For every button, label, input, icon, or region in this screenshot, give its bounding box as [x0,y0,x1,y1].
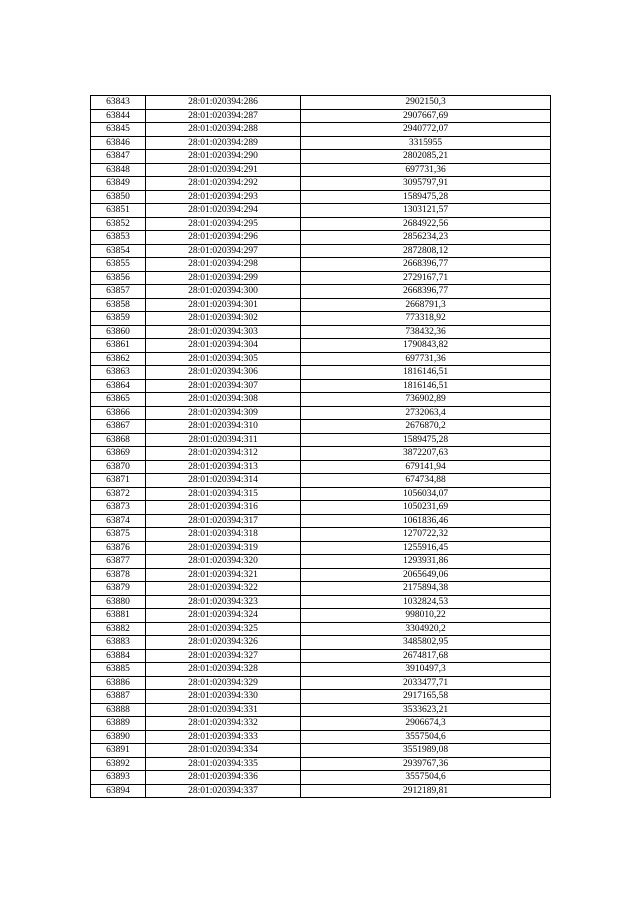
cadastral-value-cell: 1270722,32 [301,528,551,542]
table-row [91,366,551,380]
cadastral-value-cell: 3872207,63 [301,447,551,461]
cadastral-number-cell: 28:01:020394:318 [146,528,301,542]
cadastral-value-table [90,95,551,798]
table-row [91,352,551,366]
cadastral-value-cell: 697731,36 [301,352,551,366]
row-number-cell: 63845 [91,123,146,137]
cadastral-number-cell: 28:01:020394:287 [146,109,301,123]
cadastral-number-cell: 28:01:020394:312 [146,447,301,461]
row-number-cell: 63880 [91,595,146,609]
table-row [91,136,551,150]
table-row [91,501,551,515]
cadastral-number-cell: 28:01:020394:292 [146,177,301,191]
row-number-cell: 63873 [91,501,146,515]
cadastral-number-cell: 28:01:020394:286 [146,96,301,110]
cadastral-value-cell: 773318,92 [301,312,551,326]
row-number-cell: 63850 [91,190,146,204]
cadastral-value-cell: 998010,22 [301,609,551,623]
row-number-cell: 63878 [91,568,146,582]
cadastral-value-cell: 2676870,2 [301,420,551,434]
cadastral-number-cell: 28:01:020394:333 [146,730,301,744]
cadastral-value-cell: 3551989,08 [301,744,551,758]
cadastral-value-cell: 1293931,86 [301,555,551,569]
cadastral-number-cell: 28:01:020394:313 [146,460,301,474]
table-row [91,568,551,582]
row-number-cell: 63861 [91,339,146,353]
cadastral-value-cell: 1589475,28 [301,190,551,204]
table-row [91,177,551,191]
row-number-cell: 63871 [91,474,146,488]
table-row [91,447,551,461]
row-number-cell: 63865 [91,393,146,407]
cadastral-value-cell: 2939767,36 [301,757,551,771]
cadastral-number-cell: 28:01:020394:329 [146,676,301,690]
table-body [91,96,551,798]
cadastral-number-cell: 28:01:020394:303 [146,325,301,339]
cadastral-value-cell: 1589475,28 [301,433,551,447]
table-row [91,204,551,218]
row-number-cell: 63887 [91,690,146,704]
table-row [91,609,551,623]
cadastral-value-cell: 674734,88 [301,474,551,488]
cadastral-number-cell: 28:01:020394:290 [146,150,301,164]
cadastral-number-cell: 28:01:020394:323 [146,595,301,609]
table-row [91,271,551,285]
row-number-cell: 63859 [91,312,146,326]
cadastral-number-cell: 28:01:020394:315 [146,487,301,501]
cadastral-value-cell: 2856234,23 [301,231,551,245]
cadastral-number-cell: 28:01:020394:314 [146,474,301,488]
cadastral-value-cell: 2684922,56 [301,217,551,231]
cadastral-number-cell: 28:01:020394:316 [146,501,301,515]
row-number-cell: 63851 [91,204,146,218]
cadastral-number-cell: 28:01:020394:297 [146,244,301,258]
table-row [91,595,551,609]
row-number-cell: 63881 [91,609,146,623]
cadastral-number-cell: 28:01:020394:327 [146,649,301,663]
cadastral-value-cell: 1816146,51 [301,366,551,380]
cadastral-value-cell: 1790843,82 [301,339,551,353]
table-row [91,757,551,771]
table-row [91,150,551,164]
cadastral-number-cell: 28:01:020394:322 [146,582,301,596]
cadastral-number-cell: 28:01:020394:293 [146,190,301,204]
table-row [91,541,551,555]
table-row [91,217,551,231]
cadastral-number-cell: 28:01:020394:300 [146,285,301,299]
table-row [91,379,551,393]
cadastral-number-cell: 28:01:020394:336 [146,771,301,785]
cadastral-value-cell: 2668396,77 [301,285,551,299]
table-row [91,460,551,474]
table-row [91,325,551,339]
cadastral-number-cell: 28:01:020394:301 [146,298,301,312]
row-number-cell: 63894 [91,784,146,798]
cadastral-number-cell: 28:01:020394:295 [146,217,301,231]
cadastral-value-cell: 3557504,6 [301,771,551,785]
row-number-cell: 63868 [91,433,146,447]
row-number-cell: 63844 [91,109,146,123]
cadastral-number-cell: 28:01:020394:306 [146,366,301,380]
row-number-cell: 63889 [91,717,146,731]
table-row [91,231,551,245]
cadastral-value-cell: 1050231,69 [301,501,551,515]
cadastral-value-cell: 2729167,71 [301,271,551,285]
row-number-cell: 63864 [91,379,146,393]
cadastral-value-cell: 697731,36 [301,163,551,177]
table-row [91,663,551,677]
cadastral-value-cell: 3095797,91 [301,177,551,191]
row-number-cell: 63883 [91,636,146,650]
row-number-cell: 63892 [91,757,146,771]
cadastral-number-cell: 28:01:020394:294 [146,204,301,218]
cadastral-value-cell: 2668396,77 [301,258,551,272]
row-number-cell: 63858 [91,298,146,312]
table-row [91,96,551,110]
row-number-cell: 63884 [91,649,146,663]
cadastral-value-cell: 2065649,06 [301,568,551,582]
table-row [91,312,551,326]
table-row [91,190,551,204]
cadastral-value-cell: 738432,36 [301,325,551,339]
cadastral-value-cell: 2175894,38 [301,582,551,596]
row-number-cell: 63893 [91,771,146,785]
cadastral-number-cell: 28:01:020394:325 [146,622,301,636]
row-number-cell: 63875 [91,528,146,542]
table-row [91,433,551,447]
cadastral-number-cell: 28:01:020394:299 [146,271,301,285]
row-number-cell: 63843 [91,96,146,110]
row-number-cell: 63877 [91,555,146,569]
table-row [91,514,551,528]
cadastral-value-cell: 679141,94 [301,460,551,474]
table-row [91,676,551,690]
cadastral-number-cell: 28:01:020394:289 [146,136,301,150]
row-number-cell: 63867 [91,420,146,434]
row-number-cell: 63849 [91,177,146,191]
cadastral-number-cell: 28:01:020394:332 [146,717,301,731]
cadastral-value-cell: 3910497,3 [301,663,551,677]
row-number-cell: 63888 [91,703,146,717]
cadastral-value-cell: 3304920,2 [301,622,551,636]
cadastral-value-cell: 2906674,3 [301,717,551,731]
cadastral-number-cell: 28:01:020394:310 [146,420,301,434]
cadastral-value-cell: 2872808,12 [301,244,551,258]
cadastral-value-cell: 1032824,53 [301,595,551,609]
table-row [91,730,551,744]
cadastral-number-cell: 28:01:020394:288 [146,123,301,137]
table-row [91,636,551,650]
table-row [91,474,551,488]
row-number-cell: 63855 [91,258,146,272]
table-row [91,555,551,569]
row-number-cell: 63847 [91,150,146,164]
cadastral-number-cell: 28:01:020394:308 [146,393,301,407]
table-row [91,393,551,407]
table-row [91,649,551,663]
row-number-cell: 63874 [91,514,146,528]
cadastral-value-cell: 736902,89 [301,393,551,407]
cadastral-value-cell: 3315955 [301,136,551,150]
row-number-cell: 63886 [91,676,146,690]
cadastral-number-cell: 28:01:020394:319 [146,541,301,555]
cadastral-number-cell: 28:01:020394:320 [146,555,301,569]
table-row [91,420,551,434]
cadastral-number-cell: 28:01:020394:311 [146,433,301,447]
cadastral-value-cell: 1061836,46 [301,514,551,528]
cadastral-value-cell: 1303121,57 [301,204,551,218]
cadastral-number-cell: 28:01:020394:337 [146,784,301,798]
table-row [91,487,551,501]
row-number-cell: 63854 [91,244,146,258]
cadastral-value-cell: 3485802,95 [301,636,551,650]
row-number-cell: 63876 [91,541,146,555]
row-number-cell: 63857 [91,285,146,299]
row-number-cell: 63869 [91,447,146,461]
cadastral-value-cell: 1816146,51 [301,379,551,393]
table-row [91,109,551,123]
table-row [91,528,551,542]
cadastral-number-cell: 28:01:020394:302 [146,312,301,326]
cadastral-value-cell: 1255916,45 [301,541,551,555]
cadastral-value-cell: 2732063,4 [301,406,551,420]
cadastral-number-cell: 28:01:020394:331 [146,703,301,717]
row-number-cell: 63879 [91,582,146,596]
cadastral-value-cell: 1056034,07 [301,487,551,501]
table-row [91,622,551,636]
cadastral-value-cell: 2940772,07 [301,123,551,137]
table-row [91,771,551,785]
row-number-cell: 63862 [91,352,146,366]
table-row [91,163,551,177]
row-number-cell: 63863 [91,366,146,380]
cadastral-number-cell: 28:01:020394:296 [146,231,301,245]
row-number-cell: 63852 [91,217,146,231]
table-row [91,285,551,299]
cadastral-number-cell: 28:01:020394:326 [146,636,301,650]
table-row [91,703,551,717]
row-number-cell: 63891 [91,744,146,758]
table-row [91,406,551,420]
table-row [91,244,551,258]
row-number-cell: 63860 [91,325,146,339]
cadastral-value-cell: 2912189,81 [301,784,551,798]
cadastral-number-cell: 28:01:020394:298 [146,258,301,272]
row-number-cell: 63890 [91,730,146,744]
cadastral-value-cell: 2917165,58 [301,690,551,704]
row-number-cell: 63885 [91,663,146,677]
cadastral-value-cell: 3557504,6 [301,730,551,744]
row-number-cell: 63866 [91,406,146,420]
cadastral-value-cell: 2902150,3 [301,96,551,110]
row-number-cell: 63846 [91,136,146,150]
cadastral-number-cell: 28:01:020394:328 [146,663,301,677]
cadastral-number-cell: 28:01:020394:334 [146,744,301,758]
table-row [91,744,551,758]
cadastral-number-cell: 28:01:020394:305 [146,352,301,366]
cadastral-value-cell: 2802085,21 [301,150,551,164]
cadastral-number-cell: 28:01:020394:291 [146,163,301,177]
cadastral-value-cell: 2033477,71 [301,676,551,690]
cadastral-number-cell: 28:01:020394:330 [146,690,301,704]
table-row [91,339,551,353]
table-row [91,258,551,272]
table-row [91,298,551,312]
cadastral-value-cell: 2668791,3 [301,298,551,312]
cadastral-number-cell: 28:01:020394:307 [146,379,301,393]
row-number-cell: 63856 [91,271,146,285]
cadastral-number-cell: 28:01:020394:321 [146,568,301,582]
table-row [91,123,551,137]
row-number-cell: 63872 [91,487,146,501]
row-number-cell: 63848 [91,163,146,177]
table-row [91,582,551,596]
table-row [91,784,551,798]
cadastral-value-cell: 2907667,69 [301,109,551,123]
cadastral-number-cell: 28:01:020394:335 [146,757,301,771]
cadastral-number-cell: 28:01:020394:309 [146,406,301,420]
row-number-cell: 63882 [91,622,146,636]
cadastral-number-cell: 28:01:020394:317 [146,514,301,528]
cadastral-value-cell: 2674817,68 [301,649,551,663]
cadastral-number-cell: 28:01:020394:304 [146,339,301,353]
table-row [91,717,551,731]
row-number-cell: 63853 [91,231,146,245]
cadastral-number-cell: 28:01:020394:324 [146,609,301,623]
cadastral-value-cell: 3533623,21 [301,703,551,717]
table-row [91,690,551,704]
row-number-cell: 63870 [91,460,146,474]
